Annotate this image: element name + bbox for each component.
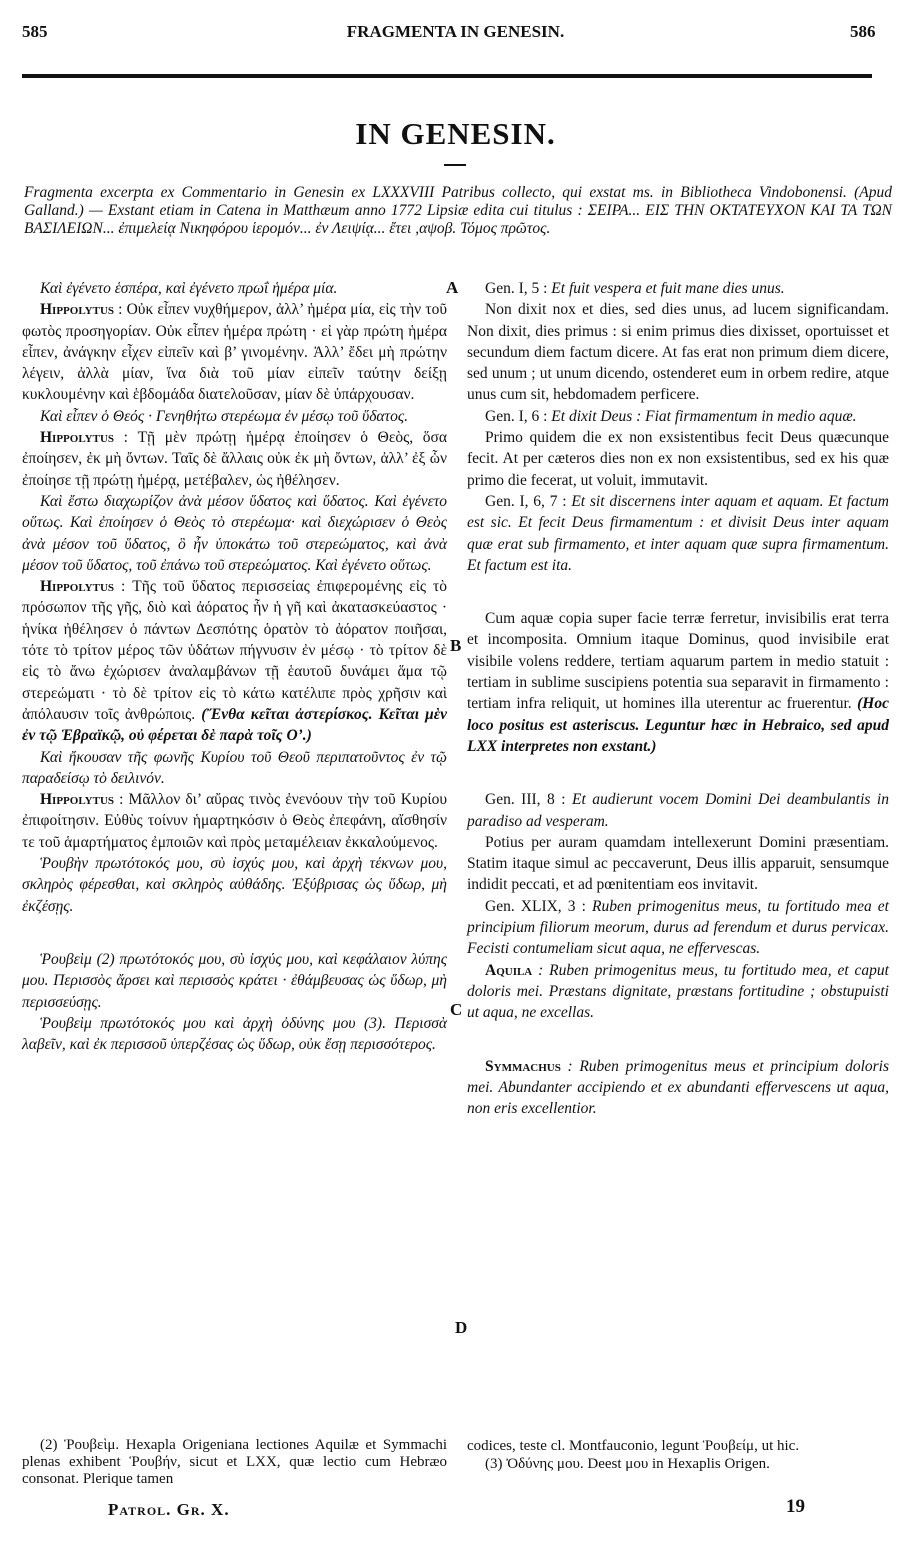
scripture-ref: Gen. I, 6, 7 : Et sit discernens inter aquam et aquam. Et factum est sic. Et fecit Deus firmamentum : et divisit Deus inter aquam quæ erat sub firmamento, et inter aquam quæ supra firmamentum. Et factum est ita. (467, 492, 889, 574)
margin-letter-b: B (450, 636, 462, 655)
footnote-2-cont: codices, teste cl. Montfauconio, legunt Ῥουβείμ, ut hic. (467, 1438, 800, 1454)
speaker: Aquila (485, 961, 533, 979)
translation: Symmachus : Ruben primogenitus meus et principium doloris mei. Abundanter accipiendo et ex abundanti effervescens ut aqua, non eris excellentior. (467, 1057, 889, 1118)
asterisk-note: (Ἔνθα κεῖται ἀστερίσκος. Κεῖται μὲν ἐν τῷ Ἑβραϊκῷ, οὐ φέρεται δὲ παρὰ τοῖς Ο’.) (22, 705, 448, 745)
lemma: Καὶ ἔστω διαχωρίζον ἀνὰ μέσον ὕδατος καὶ ὕδατος. Καὶ ἐγένετο οὕτως. Καὶ ἐποίησεν ὁ Θεὸς τὸ στερέωμα· καὶ διεχώρισεν ὁ Θεὸς ἀνὰ μέσον τοῦ ὕδατος, ὃ ἦν ὑποκάτω τοῦ στερεώματος, καὶ ἀνὰ μέσον τοῦ ὕδατος, τοῦ ἐπάνω τοῦ στερεώματος. Καὶ ἐγένετο οὕτως. (22, 492, 447, 574)
scripture-ref: Gen. III, 8 : Et audierunt vocem Domini Dei deambulantis in paradiso ad vesperam. (467, 791, 889, 830)
commentary: Hippolytus : Οὐκ εἶπεν νυχθήμερον, ἀλλ’ ἡμέρα μία, εἰς τὴν τοῦ φωτὸς προσηγορίαν. Οὐκ εἶπεν ἡμέρα πρώτη · εἰ γὰρ πρώτη ἡμέρα εἶπεν, ἀνάγκην εἶχεν εἰπεῖν καὶ β’ γινομένην. Ἀλλ’ ἔδει μὴ πρώτην λέγειν, ἀλλὰ μίαν, ἵνα διὰ τοῦ μίαν εἰπεῖν ταύτην δείξῃ κυκλουμένην καὶ ἑβδομάδα διατελοῦσαν, μίαν δὲ ὑπάρχουσαν. (22, 301, 447, 404)
lemma: Ῥουβεὶμ (2) πρωτότοκός μου, σὺ ἰσχύς μου, καὶ κεφάλαιον λύπης μου. Περισσὸς ἄρσει καὶ περισσὸς κράτει · ἐθάμβευσας ὡς ὕδωρ, μὴ περισσεύσῃς. (22, 950, 447, 1011)
header-rule (22, 74, 872, 78)
margin-letter-c: C (450, 1000, 463, 1019)
intro-paragraph: Fragmenta excerpta ex Commentario in Genesin ex LXXXVIII Patribus collecto, qui exstat ms. in Bibliotheca Vindobonensi. (Apud Galland.) — Exstant etiam in Catena in Matthæum anno 1772 Lipsiæ edita cui titulus : ΣΕΙΡΑ... ΕΙΣ ΤΗΝ ΟΚΤΑΤΕΥΧΟΝ ΚΑΙ ΤΑ ΤΩΝ ΒΑΣΙΛΕΙΩΝ... ἐπιμελείᾳ Νικηφόρου ἱερομόν... ἐν Λειψίᾳ... ἔτει ,αψοβ. Τόμος πρῶτος. (24, 184, 892, 237)
speaker: Hippolytus (40, 791, 115, 809)
commentary: Hippolytus : Τῆς τοῦ ὕδατος περισσείας ἐπιφερομένης εἰς τὸ πρόσωπον τῆς γῆς, διὸ καὶ ἀόρατος ἦν ἡ γῆ καὶ ἀκατασκεύαστος · ἡνίκα ἠθέλησεν ὁ πάντων Δεσπότης ὁρατὸν τὸ ἀόρατον ποιῆσαι, τότε τὸ τρίτον μέρος τῶν ὑδάτων πήγνυσιν ἐν μέσῳ · τὸ τρίτον δὲ εἰς τὸ ἄνω ἐχώρισεν ἀναλαμβάνων τῇ ἑαυτοῦ δυνάμει ἅμα τῷ στερεώματι · τὸ δὲ τρίτον εἰς τὸ κάτω κατέλιπε πρὸς χρῆσιν καὶ ἀπόλαυσιν τοῖς ἀνθρώποις. (Ἔνθα κεῖται ἀστερίσκος. Κεῖται μὲν ἐν τῷ Ἑβραϊκῷ, οὐ φέρεται δὲ παρὰ τοῖς Ο’.) (22, 578, 448, 745)
series-signature: Patrol. Gr. X. (108, 1500, 230, 1519)
speaker: Hippolytus (40, 429, 115, 447)
translation: Cum aquæ copia super facie terræ ferretur, invisibilis erat terra et incomposita. Omnium itaque Dominus, quod invisibile erat visibile volens reddere, tertiam aquarum partem in medio statuit : tertiam in sublime suscipiens potentia sua separavit in firmamento : tertiam infra reliquit, ut homines illa uterentur ac fruerentur. (Hoc loco positus est asteriscus. Leguntur hæc in Hebraico, sed apud LXX interpretes non exstant.) (467, 610, 889, 755)
translation: Non dixit nox et dies, sed dies unus, ad lucem significandam. Non dixit, dies primus : si enim primus dies dixisset, oportuisset et secundum diem factum dicere. At fas erat non primum diem dicere, sed unum ; ut unum dicendo, ostenderet eum in orbem redire, atque unus cum sit, hebdomadem perficere. (467, 301, 889, 404)
greek-column (22, 278, 447, 1055)
footnote-continuation (467, 1437, 889, 1473)
speaker: Hippolytus (40, 301, 115, 319)
page-number-left: 585 (22, 22, 48, 41)
footnote-3: (3) Ὀδύνης μου. Deest μου in Hexaplis Origen. (485, 1456, 770, 1472)
title-dash (444, 164, 466, 166)
commentary: Hippolytus : Μᾶλλον δι’ αὔρας τινὸς ἐνενόουν τὴν τοῦ Κυρίου ἐπιφοίτησιν. Εὐθὺς τοίνυν ἡμαρτηκόσιν ὁ Θεὸς ἐπεφάνη, αἴσθησίν τε τοῦ ἁμαρτήματος ἐμποιῶν καὶ πρὸς μεταμέλειαν ἐκκαλούμενος. (22, 791, 447, 851)
speaker: Hippolytus (40, 578, 115, 596)
margin-letter-a: A (446, 278, 459, 297)
translation: Aquila : Ruben primogenitus meus, tu fortitudo mea, et caput doloris mei. Præstans dignitate, præstans fortitudine ; obstupuisti ut aqua, ne excellas. (467, 961, 889, 1022)
lemma: Ῥουβεὶμ πρωτότοκός μου καὶ ἀρχὴ ὀδύνης μου (3). Περισσὰ λαβεῖν, καὶ ἐκ περισσοῦ ὑπερζέσας ὡς ὕδωρ, οὐκ ἔσῃ περισσότερος. (22, 1014, 447, 1054)
scripture-ref: Gen. I, 5 : Et fuit vespera et fuit mane dies unus. (485, 280, 785, 297)
lemma: Ῥουβὴν πρωτότοκός μου, σὺ ἰσχύς μου, καὶ ἀρχὴ τέκνων μου, σκληρὸς φέρεσθαι, καὶ σκληρὸς αὐθάδης. Ἐξύβρισας ὡς ὕδωρ, μὴ ἐκζέσῃς. (22, 855, 447, 915)
margin-letter-d: D (455, 1318, 468, 1337)
translation: Potius per auram quamdam intellexerunt Domini præsentiam. Statim itaque simul ac peccaverunt, Deus illis apparuit, sensumque indidit peccati, et ad pœnitentiam eos invitavit. (467, 833, 889, 894)
commentary: Hippolytus : Τῇ μὲν πρώτῃ ἡμέρᾳ ἐποίησεν ὁ Θεὸς, ὅσα ἐποίησεν, ἐκ μὴ ὄντων. Ταῖς δὲ ἄλλαις οὐκ ἐκ μὴ ὄντων, ἀλλ’ ἐξ ὧν ἐποίησε τῇ πρώτῃ ἡμέρᾳ, μετέβαλεν, ὡς ἠθέλησεν. (22, 429, 447, 489)
latin-column (467, 278, 889, 1119)
section-title: IN GENESIN. (355, 116, 556, 151)
lemma: Καὶ ἐγένετο ἑσπέρα, καὶ ἐγένετο πρωΐ ἡμέρα μία. (40, 280, 338, 297)
speaker: Symmachus (485, 1057, 561, 1075)
page-number-right: 586 (850, 22, 876, 41)
gathering-signature: 19 (786, 1496, 805, 1517)
lemma: Καὶ εἶπεν ὁ Θεός · Γενηθήτω στερέωμα ἐν μέσῳ τοῦ ὕδατος. (40, 407, 409, 425)
scripture-ref: Gen. XLIX, 3 : Ruben primogenitus meus, tu fortitudo mea et principium filiorum meorum, durus ad ferendum et durus pervicax. Fecisti contumeliam sicut aqua, ne effervescas. (467, 897, 889, 958)
asterisk-note: (Hoc loco positus est asteriscus. Leguntur hæc in Hebraico, sed apud LXX interpretes non exstant.) (467, 695, 889, 755)
scripture-ref: Gen. I, 6 : Et dixit Deus : Fiat firmamentum in medio aquæ. (485, 407, 857, 425)
footnote-2: (2) Ῥουβεὶμ. Hexapla Origeniana lectiones Aquilæ et Symmachi plenas exhibent Ῥουβήν, sicut et LXX, quæ lectio cum Hebræo consonat. Plerique tamen (22, 1437, 447, 1487)
translation: Primo quidem die ex non exsistentibus fecit Deus quæcunque fecit. At per cæteros dies non ex non exsistentibus, sed ex his quæ primo die fecerat, ut voluit, immutavit. (467, 429, 889, 489)
running-title: FRAGMENTA IN GENESIN. (346, 22, 565, 41)
lemma: Καὶ ἤκουσαν τῆς φωνῆς Κυρίου τοῦ Θεοῦ περιπατοῦντος ἐν τῷ παραδείσῳ τὸ δειλινόν. (22, 748, 447, 787)
